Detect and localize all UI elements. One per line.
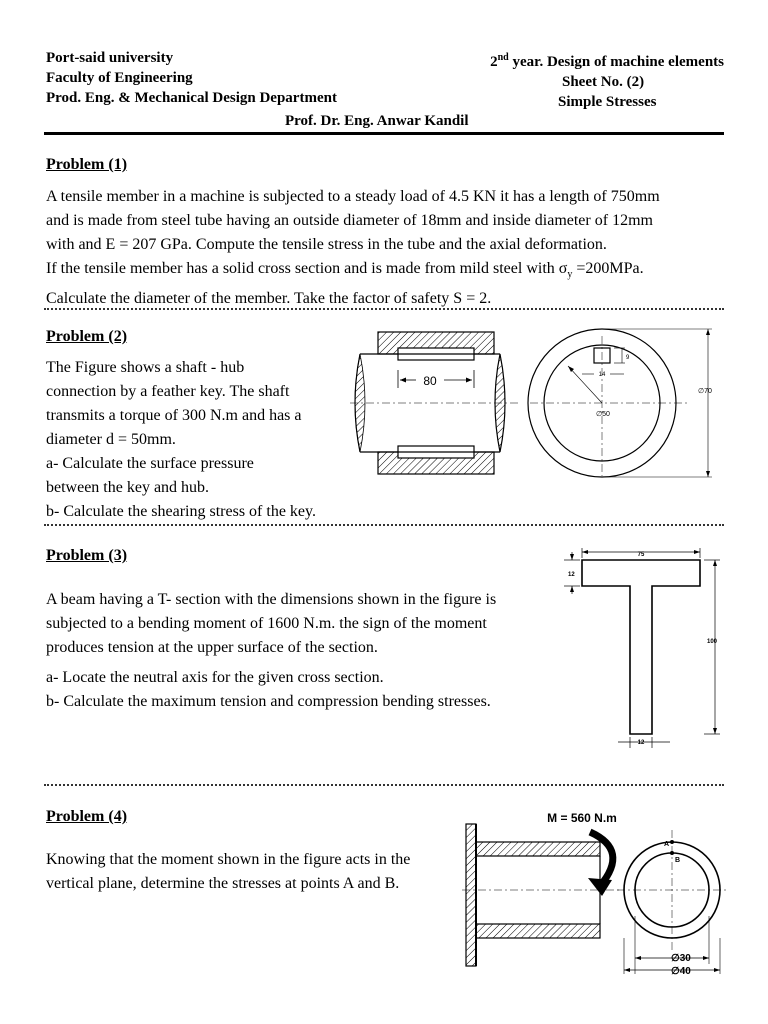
problem-4-text: Knowing that the moment shown in the figure acts in the vertical plane, determine the stresses at points A and B. bbox=[46, 851, 411, 892]
problem-2-title: Problem (2) bbox=[46, 328, 128, 345]
hub-front-view bbox=[528, 329, 712, 477]
flange-thickness-label: 12 bbox=[568, 572, 575, 578]
department-name: Prod. Eng. & Mechanical Design Department bbox=[46, 90, 337, 106]
tube-side-view bbox=[462, 824, 622, 966]
tube-moment-figure bbox=[462, 806, 732, 984]
t-section-shape bbox=[582, 560, 700, 734]
t-section-figure bbox=[560, 544, 730, 754]
shaft-side-view bbox=[350, 332, 520, 474]
problem-3-text: A beam having a T- section with the dimensions shown in the figure is subjected to a bending moment of 1600 N.m. the sign of the moment produces tension at the upper surface of the section. a- Locate the neutral axis for the given cross section. b- Calculate the maximum tension and compression bending stresses. bbox=[46, 591, 497, 710]
tube-cross-section bbox=[617, 830, 727, 977]
professor-name: Prof. Dr. Eng. Anwar Kandil bbox=[285, 113, 469, 129]
sheet-number: Sheet No. (2) bbox=[562, 74, 645, 90]
header-rule bbox=[44, 132, 724, 135]
divider-2 bbox=[44, 524, 724, 526]
flange-width-label: 75 bbox=[637, 552, 645, 558]
divider-1 bbox=[44, 308, 724, 310]
point-a-label: A bbox=[664, 841, 670, 848]
shaft-hub-figure bbox=[350, 326, 730, 496]
key-width-label: 14 bbox=[598, 372, 606, 378]
sheet-topic: Simple Stresses bbox=[558, 94, 657, 110]
problem-1-text: A tensile member in a machine is subjected to a steady load of 4.5 KN it has a length of 750mm and is made from steel tube having an outside diameter of 18mm and inside diameter of 12mm with and E = 207 GPa. Compute the tensile stress in the tube and the axial deformation. If the tensile member has a solid cross section and is made from mild steel with $\sigma_y =200MPa$. Calculate the diameter of the member. Take the factor of safety S = 2. bbox=[46, 188, 660, 308]
hub-diameter-label: ∅70 bbox=[698, 388, 712, 395]
problem-3-title: Problem (3) bbox=[46, 547, 128, 564]
course-title: 2nd year. Design of machine elements bbox=[490, 52, 724, 70]
outer-diameter-label: ∅40 bbox=[671, 966, 691, 977]
inner-diameter-label: ∅30 bbox=[671, 953, 691, 964]
shaft-diameter-label: ∅50 bbox=[596, 411, 610, 418]
key-length-label: 80 bbox=[423, 374, 437, 388]
faculty-name: Faculty of Engineering bbox=[46, 70, 193, 86]
header-right bbox=[466, 48, 724, 112]
problem-4-title: Problem (4) bbox=[46, 808, 128, 825]
web-thickness-label: 12 bbox=[637, 740, 645, 746]
key-height-label: 9 bbox=[626, 355, 630, 361]
divider-3 bbox=[44, 784, 724, 786]
height-label: 100 bbox=[707, 639, 718, 645]
point-b-label: B bbox=[675, 857, 681, 864]
problem-1-title: Problem (1) bbox=[46, 156, 128, 173]
header-left bbox=[46, 48, 337, 108]
moment-label: M = 560 N.m bbox=[547, 811, 617, 825]
problem-2-text: The Figure shows a shaft - hub connection by a feather key. The shaft transmits a torque of 300 N.m and has a diameter d = 50mm. a- Calculate the surface pressure between the key and hub. b- Calculate the shearing stress of the key. bbox=[46, 359, 316, 520]
university-name: Port-said university bbox=[46, 50, 174, 66]
